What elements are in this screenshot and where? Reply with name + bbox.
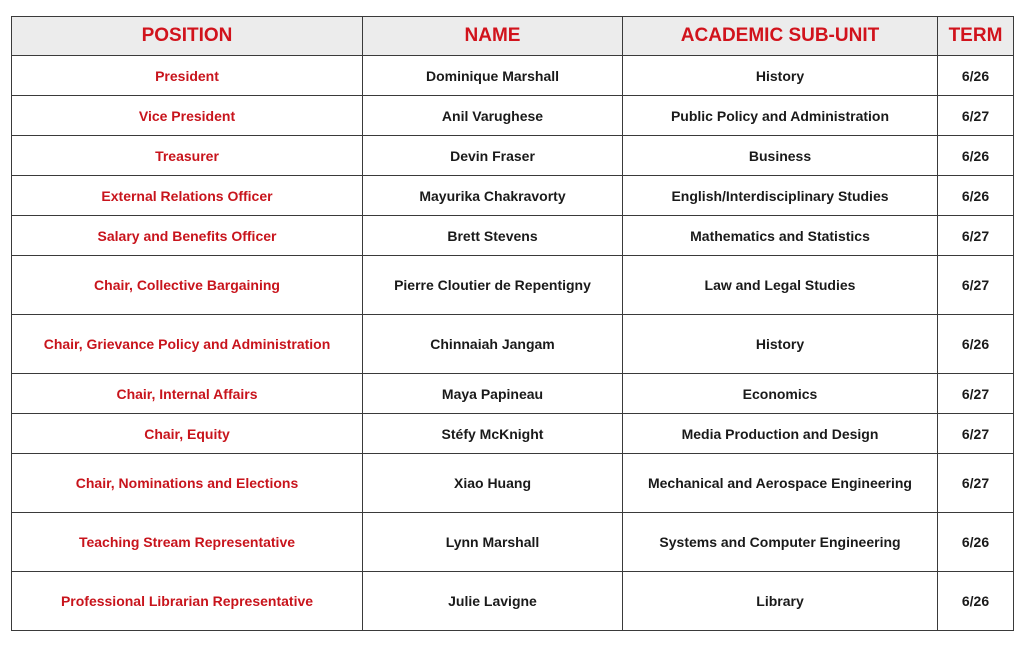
term-cell: 6/26	[938, 176, 1014, 216]
header-position: POSITION	[12, 17, 363, 56]
unit-cell: History	[623, 315, 938, 374]
position-cell: Chair, Grievance Policy and Administration	[12, 315, 363, 374]
header-academic-sub-unit: ACADEMIC SUB-UNIT	[623, 17, 938, 56]
term-cell: 6/26	[938, 572, 1014, 631]
executive-table-container	[11, 16, 1014, 631]
unit-cell: Business	[623, 136, 938, 176]
name-cell: Julie Lavigne	[363, 572, 623, 631]
table-row	[12, 315, 1014, 374]
term-cell: 6/27	[938, 216, 1014, 256]
name-cell: Stéfy McKnight	[363, 414, 623, 454]
header-row	[12, 17, 1014, 56]
table-row	[12, 256, 1014, 315]
position-cell: Chair, Nominations and Elections	[12, 454, 363, 513]
unit-cell: Mechanical and Aerospace Engineering	[623, 454, 938, 513]
name-cell: Brett Stevens	[363, 216, 623, 256]
name-cell: Devin Fraser	[363, 136, 623, 176]
position-cell: Professional Librarian Representative	[12, 572, 363, 631]
header-term: TERM	[938, 17, 1014, 56]
table-row	[12, 572, 1014, 631]
position-cell: Teaching Stream Representative	[12, 513, 363, 572]
position-cell: Salary and Benefits Officer	[12, 216, 363, 256]
unit-cell: History	[623, 56, 938, 96]
position-cell: External Relations Officer	[12, 176, 363, 216]
name-cell: Maya Papineau	[363, 374, 623, 414]
table-row	[12, 56, 1014, 96]
unit-cell: Library	[623, 572, 938, 631]
position-cell: Chair, Collective Bargaining	[12, 256, 363, 315]
header-name: NAME	[363, 17, 623, 56]
name-cell: Lynn Marshall	[363, 513, 623, 572]
unit-cell: English/Interdisciplinary Studies	[623, 176, 938, 216]
position-cell: President	[12, 56, 363, 96]
position-cell: Vice President	[12, 96, 363, 136]
term-cell: 6/27	[938, 374, 1014, 414]
table-row	[12, 454, 1014, 513]
table-row	[12, 96, 1014, 136]
term-cell: 6/26	[938, 315, 1014, 374]
term-cell: 6/26	[938, 513, 1014, 572]
term-cell: 6/26	[938, 136, 1014, 176]
table-row	[12, 216, 1014, 256]
unit-cell: Mathematics and Statistics	[623, 216, 938, 256]
position-cell: Chair, Internal Affairs	[12, 374, 363, 414]
term-cell: 6/27	[938, 96, 1014, 136]
name-cell: Anil Varughese	[363, 96, 623, 136]
name-cell: Chinnaiah Jangam	[363, 315, 623, 374]
table-row	[12, 136, 1014, 176]
table-row	[12, 414, 1014, 454]
name-cell: Mayurika Chakravorty	[363, 176, 623, 216]
name-cell: Xiao Huang	[363, 454, 623, 513]
unit-cell: Economics	[623, 374, 938, 414]
term-cell: 6/27	[938, 414, 1014, 454]
term-cell: 6/27	[938, 454, 1014, 513]
table-row	[12, 176, 1014, 216]
unit-cell: Systems and Computer Engineering	[623, 513, 938, 572]
term-cell: 6/27	[938, 256, 1014, 315]
position-cell: Treasurer	[12, 136, 363, 176]
position-cell: Chair, Equity	[12, 414, 363, 454]
name-cell: Dominique Marshall	[363, 56, 623, 96]
unit-cell: Public Policy and Administration	[623, 96, 938, 136]
table-row	[12, 513, 1014, 572]
table-row	[12, 374, 1014, 414]
name-cell: Pierre Cloutier de Repentigny	[363, 256, 623, 315]
unit-cell: Media Production and Design	[623, 414, 938, 454]
executive-table	[11, 16, 1014, 631]
unit-cell: Law and Legal Studies	[623, 256, 938, 315]
term-cell: 6/26	[938, 56, 1014, 96]
